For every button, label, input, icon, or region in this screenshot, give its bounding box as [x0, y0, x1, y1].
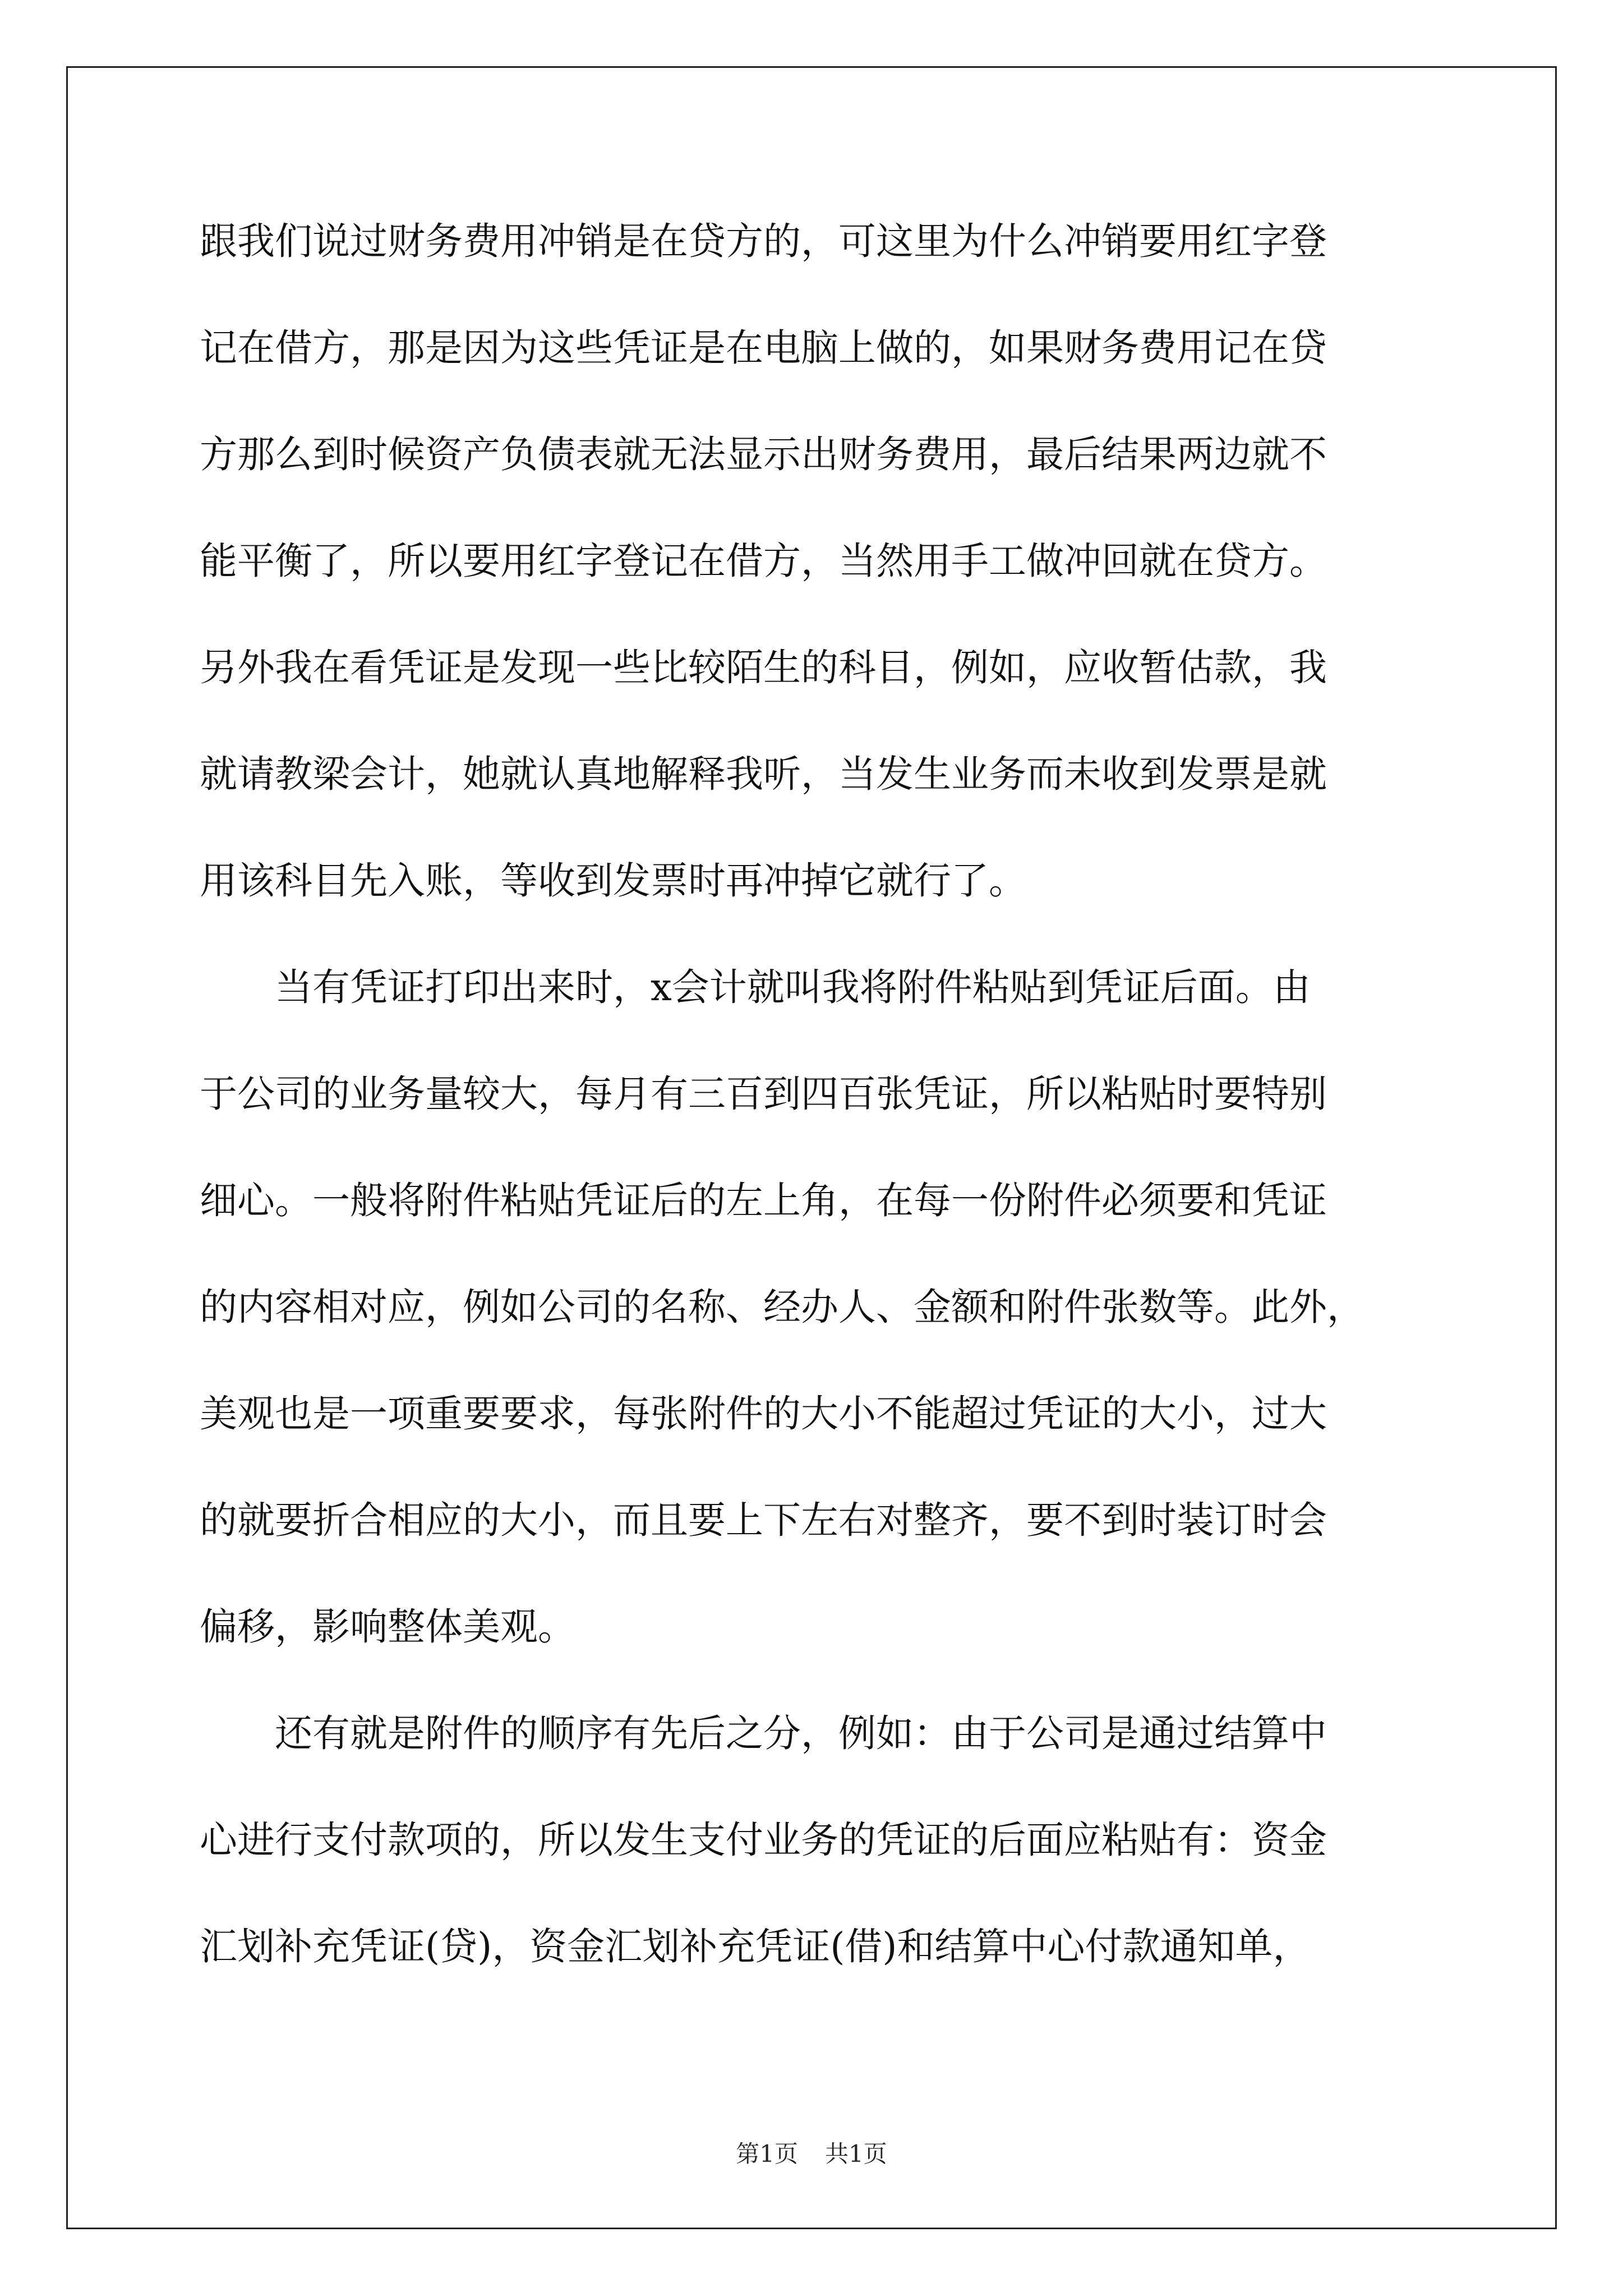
- text-line-9: 于公司的业务量较大，每月有三百到四百张凭证，所以粘贴时要特别: [200, 1072, 1327, 1116]
- page-border: [66, 66, 1557, 2229]
- text-line-7: 用该科目先入账，等收到发票时再冲掉它就行了。: [200, 859, 1026, 903]
- text-line-5: 另外我在看凭证是发现一些比较陌生的科目，例如，应收暂估款，我: [200, 646, 1327, 689]
- text-line-2: 记在借方，那是因为这些凭证是在电脑上做的，如果财务费用记在贷: [200, 326, 1327, 370]
- text-line-16: 心进行支付款项的，所以发生支付业务的凭证的后面应粘贴有：资金: [200, 1818, 1327, 1862]
- text-line-14: 偏移，影响整体美观。: [200, 1605, 575, 1649]
- text-line-12: 美观也是一项重要要求，每张附件的大小不能超过凭证的大小，过大: [200, 1392, 1327, 1435]
- page-footer: [0, 2137, 1623, 2171]
- text-line-4: 能平衡了，所以要用红字登记在借方，当然用手工做冲回就在贷方。: [200, 539, 1327, 583]
- text-line-1: 跟我们说过财务费用冲销是在贷方的，可这里为什么冲销要用红字登: [200, 219, 1327, 263]
- text-line-11: 的内容相对应，例如公司的名称、经办人、金额和附件张数等。此外，: [200, 1285, 1364, 1329]
- text-line-6: 就请教梁会计，她就认真地解释我听，当发生业务而未收到发票是就: [200, 752, 1327, 796]
- text-line-10: 细心。一般将附件粘贴凭证后的左上角，在每一份附件必须要和凭证: [200, 1179, 1327, 1222]
- text-line-3: 方那么到时候资产负债表就无法显示出财务费用，最后结果两边就不: [200, 432, 1327, 476]
- page-number: 第1页: [736, 2140, 798, 2168]
- text-line-13: 的就要折合相应的大小，而且要上下左右对整齐，要不到时装订时会: [200, 1498, 1327, 1542]
- page-total: 共1页: [825, 2140, 887, 2168]
- text-line-8: 当有凭证打印出来时，x会计就叫我将附件粘贴到凭证后面。由: [275, 965, 1311, 1009]
- text-line-15: 还有就是附件的顺序有先后之分，例如：由于公司是通过结算中: [275, 1711, 1327, 1755]
- text-line-17: 汇划补充凭证(贷)，资金汇划补充凭证(借)和结算中心付款通知单，: [200, 1925, 1311, 1968]
